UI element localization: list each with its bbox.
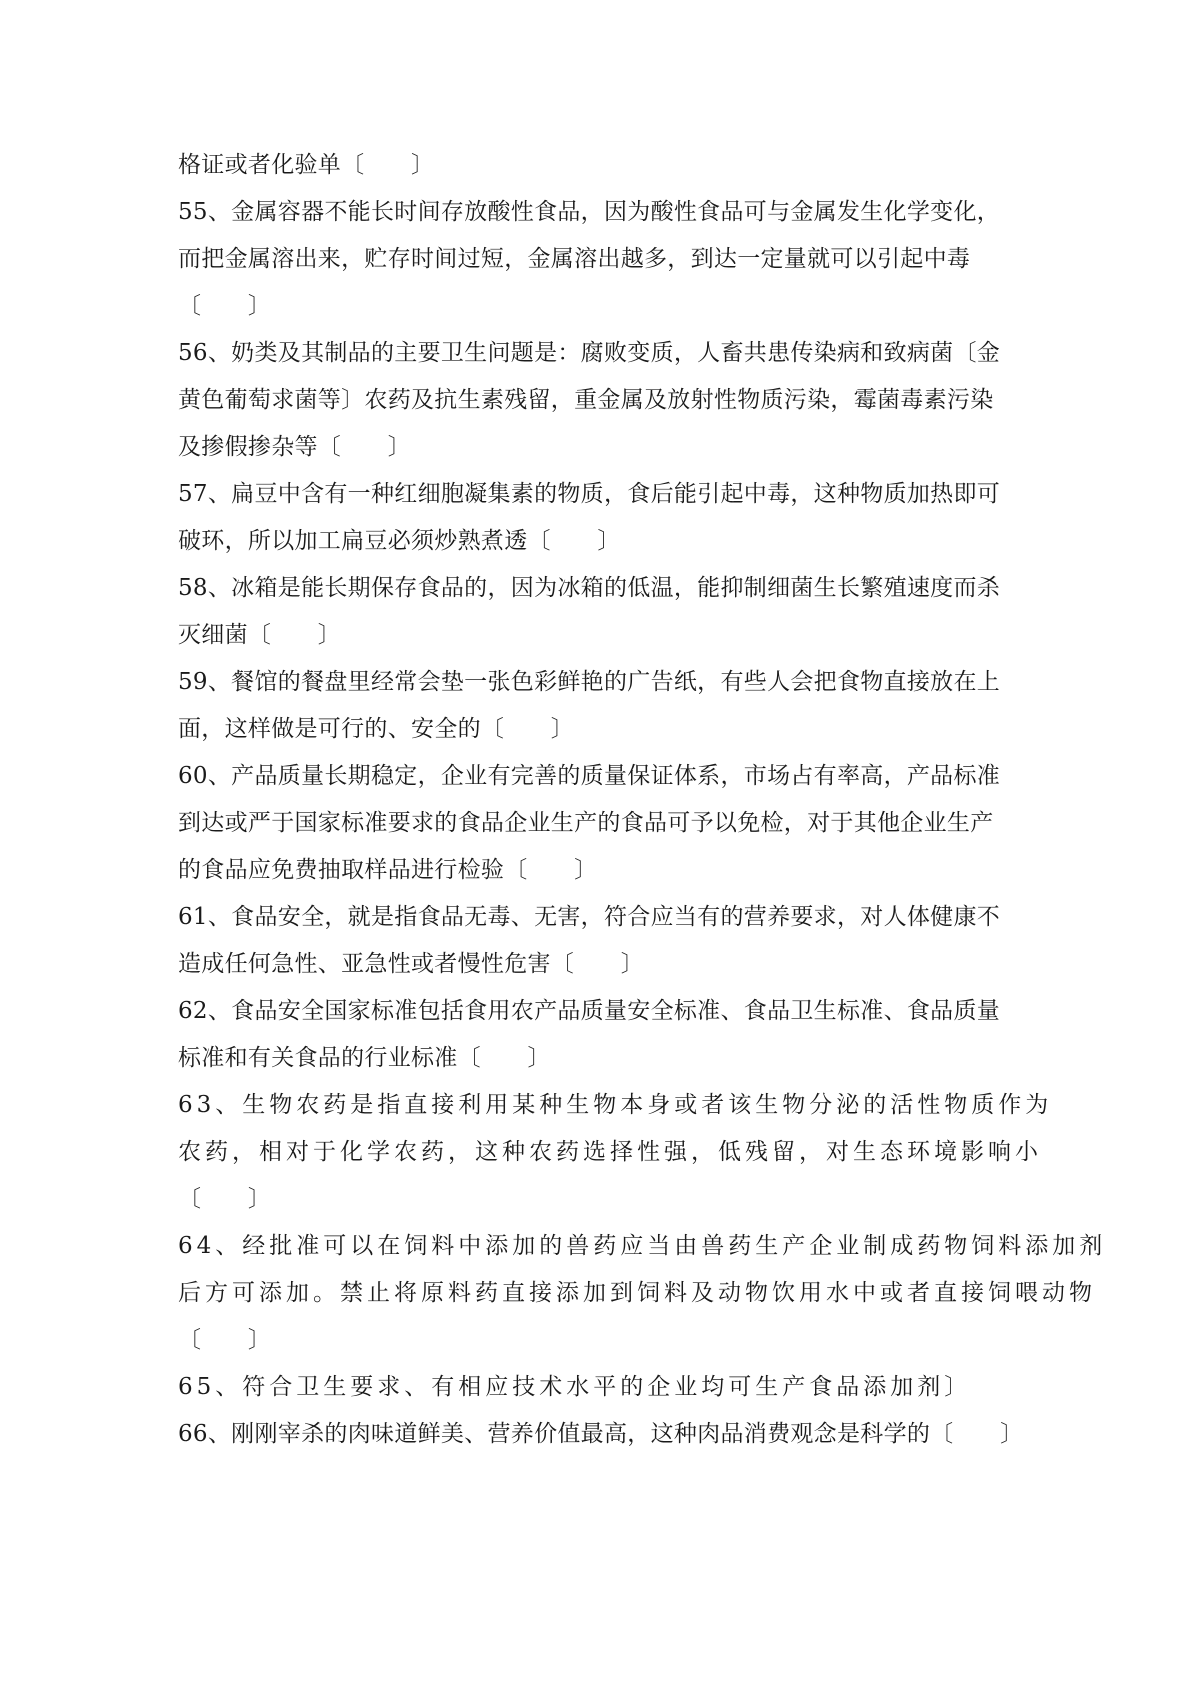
text-line: 59、餐馆的餐盘里经常会垫一张色彩鲜艳的广告纸，有些人会把食物直接放在上 — [178, 669, 1001, 695]
text-line: 64、经批准可以在饲料中添加的兽药应当由兽药生产企业制成药物饲料添加剂 — [178, 1233, 1107, 1259]
text-line: 及掺假掺杂等〔 〕 — [178, 434, 411, 460]
text-line: 到达或严于国家标准要求的食品企业生产的食品可予以免检，对于其他企业生产 — [178, 810, 994, 836]
text-line: 的食品应免费抽取样品进行检验〔 〕 — [178, 857, 598, 883]
text-line: 面，这样做是可行的、安全的〔 〕 — [178, 716, 575, 742]
text-line: 造成任何急性、亚急性或者慢性危害〔 〕 — [178, 951, 644, 977]
text-line: 65、符合卫生要求、有相应技术水平的企业均可生产食品添加剂〕 — [178, 1374, 972, 1400]
text-line: 56、奶类及其制品的主要卫生问题是：腐败变质，人畜共患传染病和致病菌〔金 — [178, 340, 1001, 366]
text-line: 后方可添加。禁止将原料药直接添加到饲料及动物饮用水中或者直接饲喂动物 — [178, 1280, 1096, 1306]
text-line: 格证或者化验单〔 〕 — [178, 152, 435, 178]
text-line: 标准和有关食品的行业标准〔 〕 — [178, 1045, 551, 1071]
text-line: 〔 〕 — [178, 293, 272, 319]
text-line: 〔 〕 — [178, 1327, 272, 1353]
text-line: 灭细菌〔 〕 — [178, 622, 342, 648]
text-line: 55、金属容器不能长时间存放酸性食品，因为酸性食品可与金属发生化学变化， — [178, 199, 1001, 225]
text-line: 黄色葡萄求菌等〕农药及抗生素残留，重金属及放射性物质污染，霉菌毒素污染 — [178, 387, 994, 413]
text-line: 60、产品质量长期稳定，企业有完善的质量保证体系，市场占有率高，产品标准 — [178, 763, 1001, 789]
text-line: 58、冰箱是能长期保存食品的，因为冰箱的低温，能抑制细菌生长繁殖速度而杀 — [178, 575, 1001, 601]
text-line: 62、食品安全国家标准包括食用农产品质量安全标准、食品卫生标准、食品质量 — [178, 998, 1001, 1024]
text-line: 66、刚刚宰杀的肉味道鲜美、营养价值最高，这种肉品消费观念是科学的〔 〕 — [178, 1421, 1024, 1447]
text-line: 农药，相对于化学农药，这种农药选择性强，低残留，对生态环境影响小 — [178, 1139, 1042, 1165]
text-line: 57、扁豆中含有一种红细胞凝集素的物质，食后能引起中毒，这种物质加热即可 — [178, 481, 1001, 507]
text-line: 63、生物农药是指直接利用某种生物本身或者该生物分泌的活性物质作为 — [178, 1092, 1053, 1118]
document-body — [178, 142, 1107, 1458]
text-line: 〔 〕 — [178, 1186, 272, 1212]
text-line: 而把金属溶出来，贮存时间过短，金属溶出越多，到达一定量就可以引起中毒 — [178, 246, 971, 272]
text-line: 破环，所以加工扁豆必须炒熟煮透〔 〕 — [178, 528, 621, 554]
text-line: 61、食品安全，就是指食品无毒、无害，符合应当有的营养要求，对人体健康不 — [178, 904, 1001, 930]
